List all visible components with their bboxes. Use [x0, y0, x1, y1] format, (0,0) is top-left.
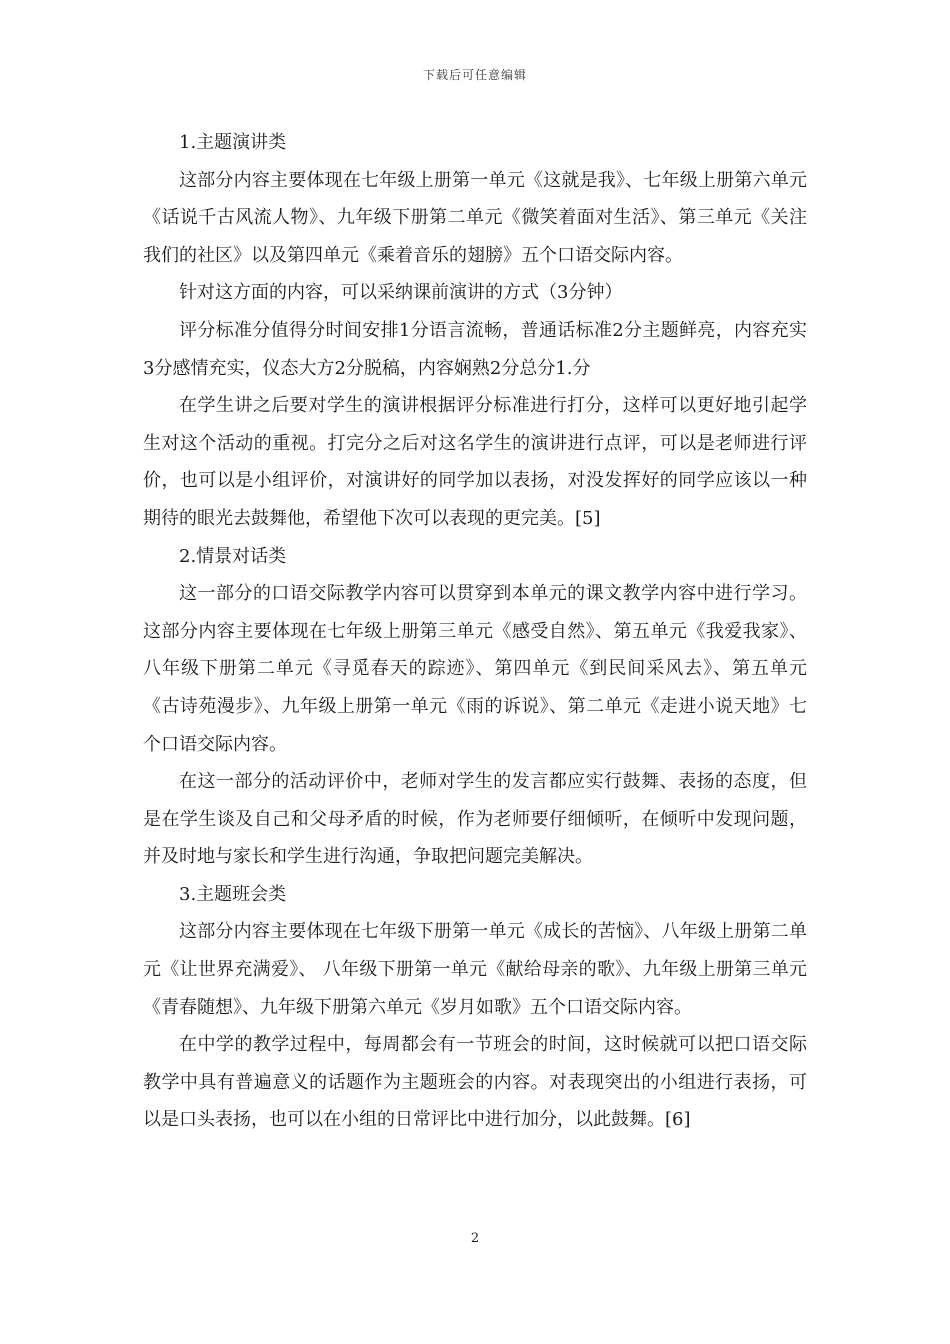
body-paragraph: 在学生讲之后要对学生的演讲根据评分标准进行打分，这样可以更好地引起学生对这个活动的重视。打完分之后对这名学生的演讲进行点评，可以是老师进行评价，也可以是小组评价，对演讲好的同学加以表扬，对没发挥好的同学应该以一种期待的眼光去鼓舞他，希望他下次可以表现的更完美。[5] — [143, 395, 807, 529]
body-paragraph: 这部分内容主要体现在七年级上册第一单元《这就是我》、七年级上册第六单元《话说千古风流人物》、九年级下册第二单元《微笑着面对生活》、第三单元《关注我们的社区》以及第四单元《乘着音乐的翅膀》五个口语交际内容。 — [143, 169, 807, 266]
section-heading-3: 3.主题班会类 — [179, 883, 287, 905]
section-heading-2: 2.情景对话类 — [179, 545, 287, 567]
document-body — [143, 124, 807, 1139]
body-paragraph: 在中学的教学过程中，每周都会有一节班会的时间，这时候就可以把口语交际教学中具有普遍意义的话题作为主题班会的内容。对表现突出的小组进行表扬，可以是口头表扬，也可以在小组的日常评比中进行加分，以此鼓舞。[6] — [143, 1034, 807, 1131]
page-header: 下载后可任意编辑 — [422, 68, 527, 82]
page-number: 2 — [470, 1231, 480, 1246]
body-paragraph: 这一部分的口语交际教学内容可以贯穿到本单元的课文教学内容中进行学习。这部分内容主要体现在七年级上册第三单元《感受自然》、第五单元《我爱我家》、八年级下册第二单元《寻觅春天的踪迹》、第四单元《到民间采风去》、第五单元《古诗苑漫步》、九年级上册第一单元《雨的诉说》、第二单元《走进小说天地》七个口语交际内容。 — [143, 583, 807, 755]
body-paragraph: 这部分内容主要体现在七年级下册第一单元《成长的苦恼》、八年级上册第二单元《让世界充满爱》、 八年级下册第一单元《献给母亲的歌》、九年级上册第三单元《青春随想》、九年级下册第六单元《岁月如歌》五个口语交际内容。 — [143, 921, 807, 1018]
body-paragraph: 针对这方面的内容，可以采纳课前演讲的方式（3分钟） — [179, 282, 623, 304]
body-paragraph: 在这一部分的活动评价中，老师对学生的发言都应实行鼓舞、表扬的态度，但是在学生谈及自己和父母矛盾的时候，作为老师要仔细倾听，在倾听中发现问题，并及时地与家长和学生进行沟通，争取把问题完美解决。 — [143, 771, 807, 868]
section-heading-1: 1.主题演讲类 — [179, 132, 287, 153]
body-paragraph: 评分标准分值得分时间安排1分语言流畅，普通话标准2分主题鲜亮，内容充实3分感情充实，仪态大方2分脱稿，内容娴熟2分总分1.分 — [143, 319, 807, 379]
